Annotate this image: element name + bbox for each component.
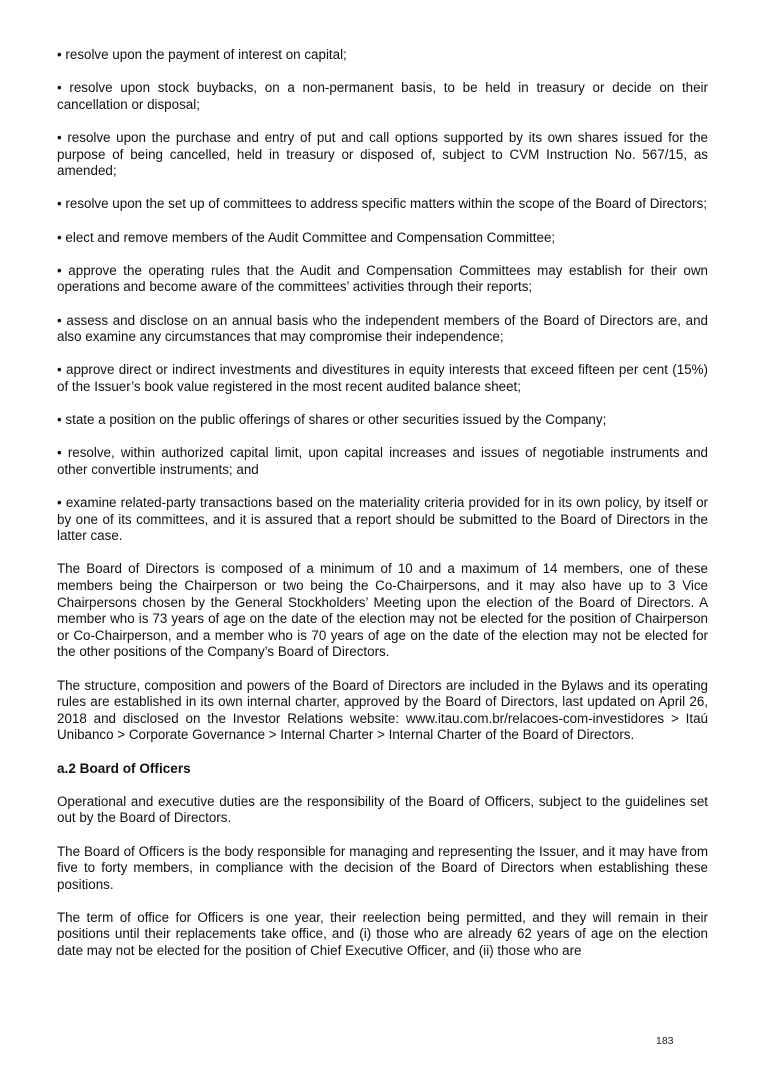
board-composition-paragraph: The Board of Directors is composed of a minimum of 10 and a maximum of 14 members, one of these members being the Chairperson or two being the Co-Chairpersons, and it may also have up to 3 Vice Chairpersons chosen by the General Stockholders’ Meeting upon the election of the Board of Directors. A member who is 73 years of age on the date of the election may not be elected for the position of Chairperson or Co-Chairperson, and a member who is 70 years of age on the date of the election may not be elected for the other positions of the Company’s Board of Directors. — [57, 561, 708, 660]
page-number: 183 — [656, 1035, 674, 1047]
bullet-capital-increases: • resolve, within authorized capital limit, upon capital increases and issues of negotiable instruments and other convertible instruments; and — [57, 445, 708, 477]
bullet-related-party-transactions: • examine related-party transactions based on the materiality criteria provided for in its own policy, by itself or by one of its committees, and it is assured that a report should be submitted to the Board of Directors in the latter case. — [57, 495, 708, 544]
officers-duties-paragraph: Operational and executive duties are the responsibility of the Board of Officers, subject to the guidelines set out by the Board of Directors. — [57, 793, 708, 826]
bullet-elect-committee-members: • elect and remove members of the Audit Committee and Compensation Committee; — [57, 229, 556, 245]
section-heading-board-of-officers: a.2 Board of Officers — [57, 760, 191, 776]
bullet-independent-members: • assess and disclose on an annual basis who the independent members of the Board of Directors are, and also examine any circumstances that may compromise their independence; — [57, 312, 708, 345]
bullet-public-offerings: • state a position on the public offerings of shares or other securities issued by the Company; — [57, 412, 607, 428]
officers-body-paragraph: The Board of Officers is the body responsible for managing and representing the Issuer, and it may have from five to forty members, in compliance with the decision of the Board of Directors when establishing these positions. — [57, 843, 708, 892]
bullet-investments-divestitures: • approve direct or indirect investments and divestitures in equity interests that exceed fifteen per cent (15%) of the Issuer’s book value registered in the most recent audited balance sheet; — [57, 362, 708, 394]
board-structure-paragraph: The structure, composition and powers of the Board of Directors are included in the Bylaws and its operating rules are established in its own internal charter, approved by the Board of Directors, last updated on April 26, 2018 and disclosed on the Investor Relations website: www.itau.com.br/relacoes-com-investidores > Itaú Unibanco > Corporate Governance > Internal Charter > Internal Charter of the Board of Directors. — [57, 677, 708, 743]
officers-term-paragraph: The term of office for Officers is one year, their reelection being permitted, and they will remain in their positions until their replacements take office, and (i) those who are already 62 years of age on the election date may not be elected for the position of Chief Executive Officer, and (ii) those who are — [57, 909, 708, 959]
bullet-stock-buybacks: • resolve upon stock buybacks, on a non-permanent basis, to be held in treasury or decide on their cancellation or disposal; — [57, 80, 708, 112]
bullet-interest-on-capital: • resolve upon the payment of interest on capital; — [57, 47, 347, 62]
bullet-approve-operating-rules: • approve the operating rules that the Audit and Compensation Committees may establish for their own operations and become aware of the committees’ activities through their reports; — [57, 262, 708, 295]
bullet-set-up-committees: • resolve upon the set up of committees to address specific matters within the scope of the Board of Directors; — [57, 196, 707, 212]
document-page — [57, 47, 708, 976]
bullet-put-call-options: • resolve upon the purchase and entry of put and call options supported by its own shares issued for the purpose of being cancelled, held in treasury or disposed of, subject to CVM Instruction No. 567/15, as amended; — [57, 129, 708, 179]
